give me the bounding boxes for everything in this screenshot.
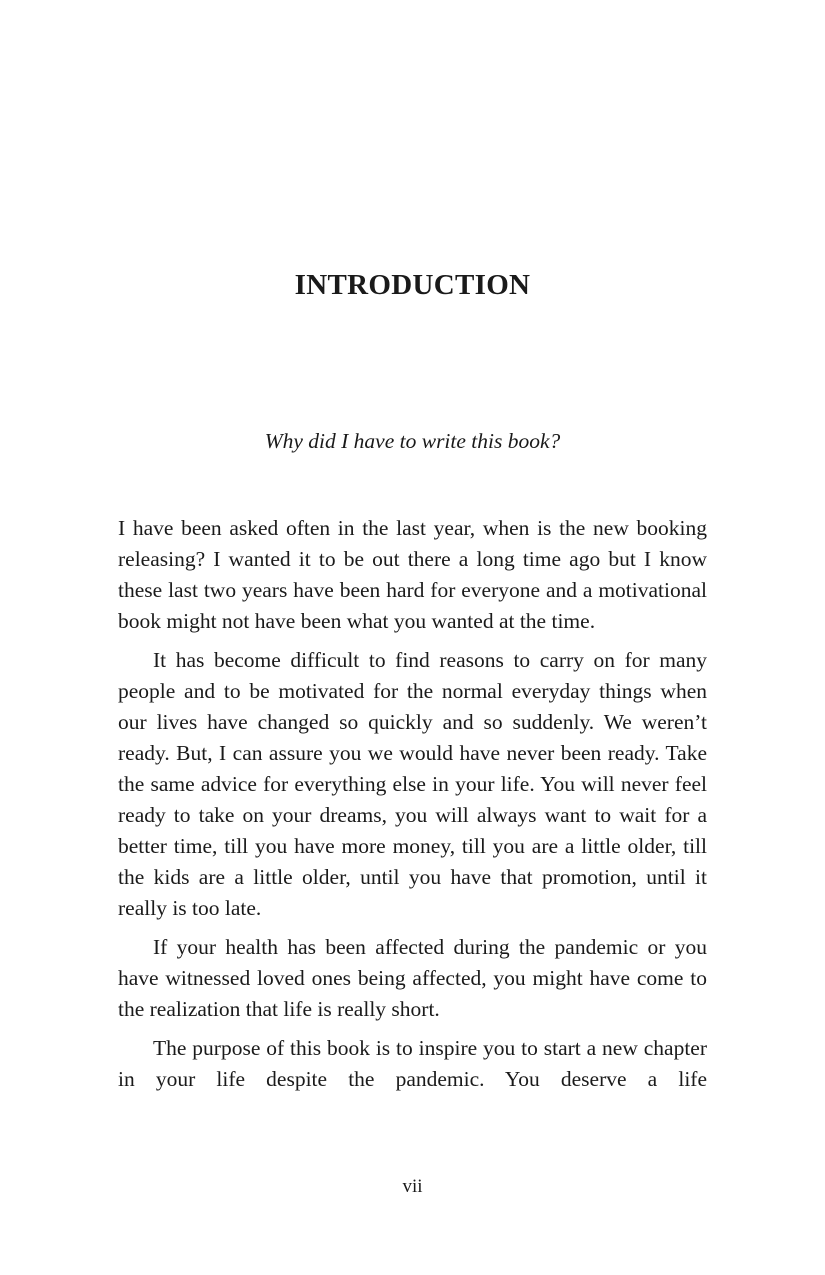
paragraph: I have been asked often in the last year, when is the new booking releasing? I wanted it to be out there a long time ago but I know these last two years have been hard for everyone and a motivational book might not have been what you wanted at the time. bbox=[118, 516, 707, 633]
chapter-title: INTRODUCTION bbox=[294, 269, 531, 301]
page-number: vii bbox=[402, 1176, 423, 1197]
paragraph: If your health has been affected during the pandemic or you have witnessed loved ones being affected, you might have come to the realization that life is really short. bbox=[118, 935, 707, 1021]
body-text bbox=[118, 513, 707, 1103]
paragraph: It has become difficult to find reasons to carry on for many people and to be motivated for the normal everyday things when our lives have changed so quickly and so suddenly. We weren’t ready. But, I can assure you we would have never been ready. Take the same advice for everything else in your life. You will never feel ready to take on your dreams, you will always want to wait for a better time, till you have more money, till you are a little older, till the kids are a little older, until you have that promotion, until it really is too late. bbox=[118, 648, 707, 920]
chapter-epigraph: Why did I have to write this book? bbox=[264, 429, 561, 453]
paragraph: The purpose of this book is to inspire you to start a new chapter in your life despite the pandemic. You deserve a life bbox=[118, 1036, 707, 1091]
